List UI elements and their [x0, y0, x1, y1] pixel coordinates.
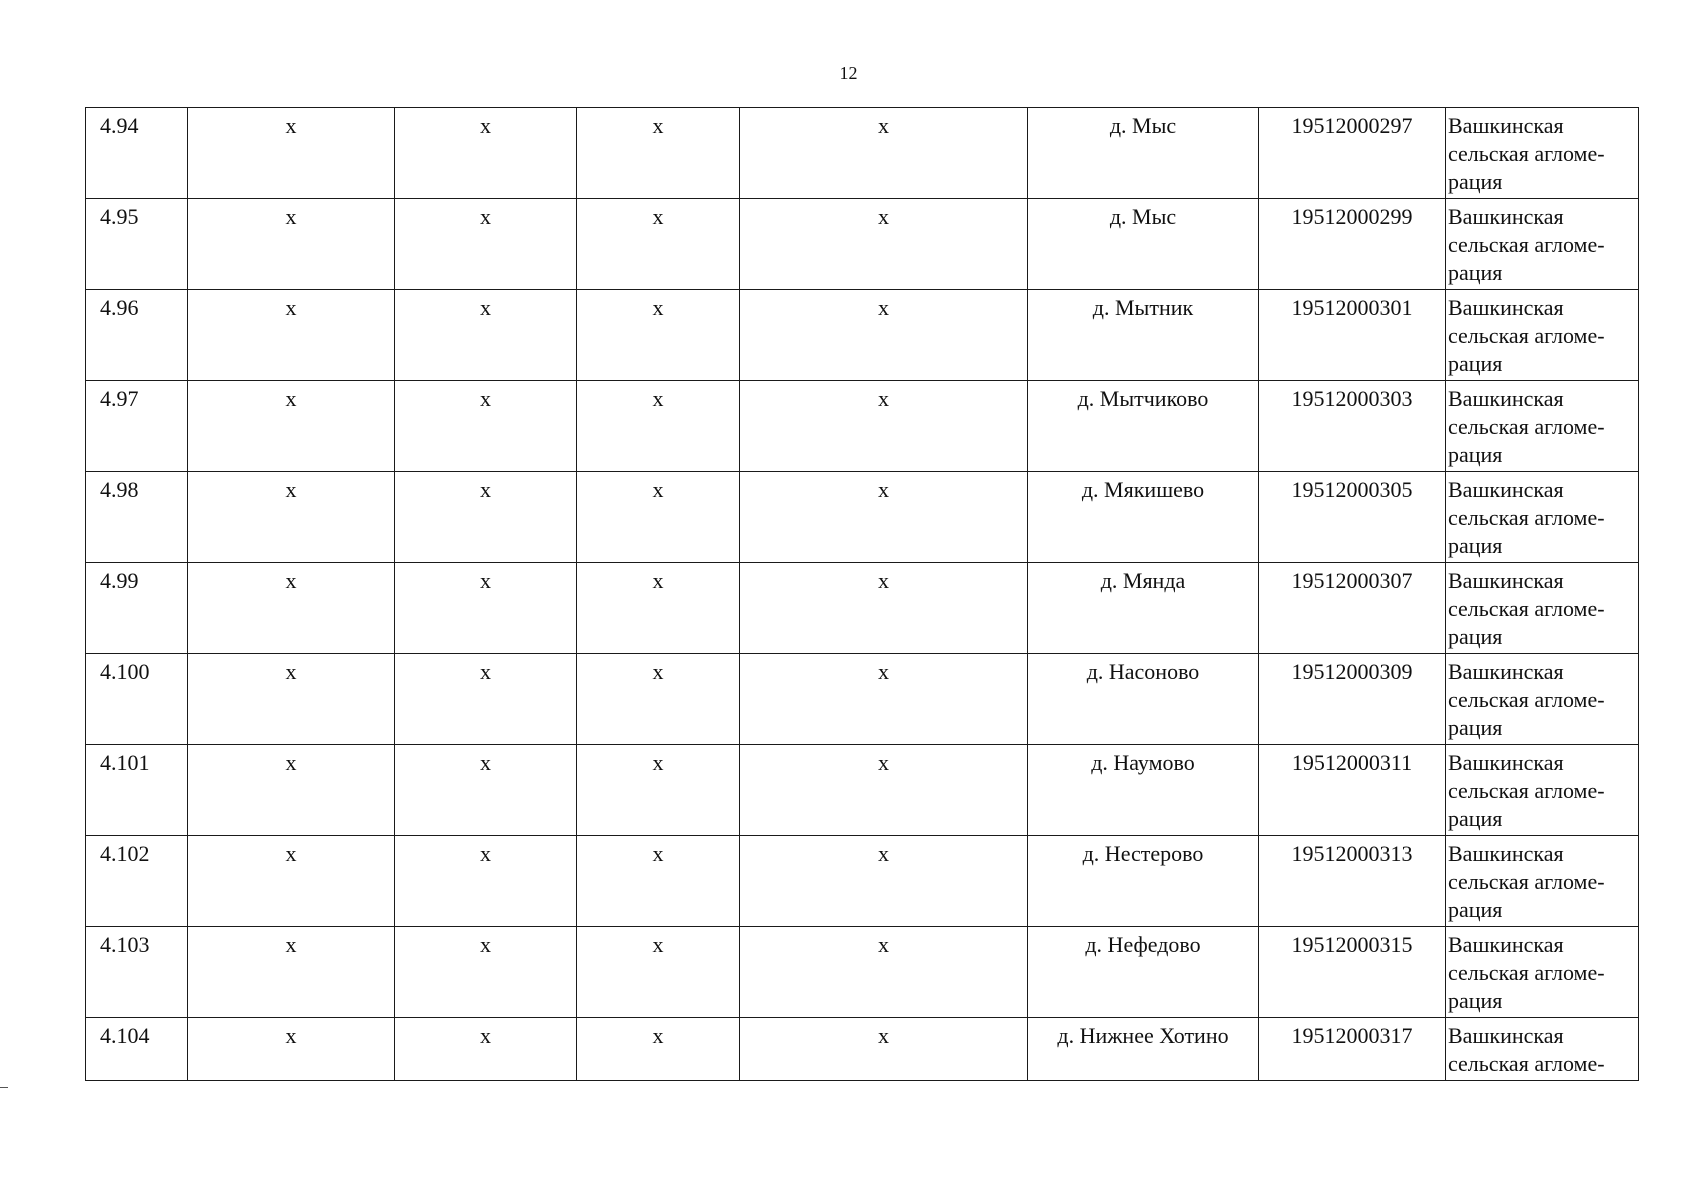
mark-cell: х	[577, 1018, 740, 1081]
agglomeration-cell	[1446, 836, 1639, 927]
agglomeration-cell	[1446, 745, 1639, 836]
agglomeration-text-line: сельская агломе-	[1448, 1051, 1605, 1076]
mark-cell: х	[740, 108, 1028, 199]
mark-cell: х	[395, 290, 577, 381]
settlement-name-cell: д. Нестерово	[1028, 836, 1259, 927]
settlement-name-cell: д. Мытчиково	[1028, 381, 1259, 472]
mark-cell: х	[740, 654, 1028, 745]
settlement-name-cell: д. Мякишево	[1028, 472, 1259, 563]
settlement-name-cell: д. Нефедово	[1028, 927, 1259, 1018]
mark-cell: х	[740, 472, 1028, 563]
mark-cell: х	[740, 745, 1028, 836]
agglomeration-cell	[1446, 108, 1639, 199]
table-row	[86, 1018, 1639, 1081]
oktmo-code-cell: 19512000309	[1259, 654, 1446, 745]
agglomeration-cell	[1446, 199, 1639, 290]
mark-cell: х	[577, 745, 740, 836]
agglomeration-text-line: рация	[1448, 442, 1503, 467]
agglomeration-text-line: Вашкинская	[1448, 1023, 1564, 1048]
agglomeration-text-line: рация	[1448, 533, 1503, 558]
page-number: 12	[839, 63, 858, 83]
mark-cell: х	[188, 836, 395, 927]
mark-cell: х	[577, 927, 740, 1018]
row-number-cell: 4.98	[86, 472, 188, 563]
agglomeration-text-line: сельская агломе-	[1448, 687, 1605, 712]
mark-cell: х	[577, 199, 740, 290]
table-row	[86, 563, 1639, 654]
agglomeration-text-line: сельская агломе-	[1448, 960, 1605, 985]
mark-cell: х	[395, 745, 577, 836]
agglomeration-text-line: Вашкинская	[1448, 659, 1564, 684]
mark-cell: х	[188, 290, 395, 381]
agglomeration-text-line: сельская агломе-	[1448, 232, 1605, 257]
row-number-cell: 4.103	[86, 927, 188, 1018]
oktmo-code-cell: 19512000299	[1259, 199, 1446, 290]
row-number-cell: 4.94	[86, 108, 188, 199]
mark-cell: х	[395, 836, 577, 927]
mark-cell: х	[577, 563, 740, 654]
mark-cell: х	[395, 563, 577, 654]
mark-cell: х	[395, 1018, 577, 1081]
agglomeration-text-line: рация	[1448, 169, 1503, 194]
oktmo-code-cell: 19512000315	[1259, 927, 1446, 1018]
mark-cell: х	[740, 1018, 1028, 1081]
agglomeration-text-line: Вашкинская	[1448, 932, 1564, 957]
row-number-cell: 4.100	[86, 654, 188, 745]
agglomeration-cell	[1446, 472, 1639, 563]
oktmo-code-cell: 19512000297	[1259, 108, 1446, 199]
row-number-cell: 4.96	[86, 290, 188, 381]
settlement-name-cell: д. Мянда	[1028, 563, 1259, 654]
agglomeration-text-line: рация	[1448, 897, 1503, 922]
mark-cell: х	[188, 654, 395, 745]
margin-mark	[0, 1087, 8, 1088]
table-row	[86, 290, 1639, 381]
settlements-table	[85, 107, 1639, 1081]
mark-cell: х	[395, 927, 577, 1018]
agglomeration-text-line: сельская агломе-	[1448, 505, 1605, 530]
agglomeration-cell	[1446, 927, 1639, 1018]
mark-cell: х	[577, 108, 740, 199]
oktmo-code-cell: 19512000311	[1259, 745, 1446, 836]
agglomeration-text-line: рация	[1448, 806, 1503, 831]
agglomeration-text-line: Вашкинская	[1448, 386, 1564, 411]
agglomeration-text-line: рация	[1448, 351, 1503, 376]
oktmo-code-cell: 19512000305	[1259, 472, 1446, 563]
mark-cell: х	[188, 199, 395, 290]
settlement-name-cell: д. Мытник	[1028, 290, 1259, 381]
mark-cell: х	[740, 199, 1028, 290]
mark-cell: х	[577, 836, 740, 927]
agglomeration-text-line: рация	[1448, 988, 1503, 1013]
settlement-name-cell: д. Мыс	[1028, 199, 1259, 290]
mark-cell: х	[395, 199, 577, 290]
mark-cell: х	[740, 381, 1028, 472]
agglomeration-text-line: сельская агломе-	[1448, 596, 1605, 621]
table-row	[86, 927, 1639, 1018]
mark-cell: х	[188, 927, 395, 1018]
mark-cell: х	[188, 563, 395, 654]
agglomeration-text-line: рация	[1448, 715, 1503, 740]
row-number-cell: 4.95	[86, 199, 188, 290]
agglomeration-text-line: сельская агломе-	[1448, 778, 1605, 803]
table-row	[86, 745, 1639, 836]
agglomeration-cell	[1446, 563, 1639, 654]
row-number-cell: 4.101	[86, 745, 188, 836]
agglomeration-text-line: сельская агломе-	[1448, 141, 1605, 166]
row-number-cell: 4.99	[86, 563, 188, 654]
mark-cell: х	[740, 290, 1028, 381]
mark-cell: х	[395, 472, 577, 563]
mark-cell: х	[740, 563, 1028, 654]
table-row	[86, 108, 1639, 199]
settlement-name-cell: д. Нижнее Хотино	[1028, 1018, 1259, 1081]
agglomeration-text-line: рация	[1448, 624, 1503, 649]
mark-cell: х	[188, 472, 395, 563]
mark-cell: х	[740, 927, 1028, 1018]
agglomeration-cell	[1446, 290, 1639, 381]
mark-cell: х	[395, 108, 577, 199]
settlement-name-cell: д. Наумово	[1028, 745, 1259, 836]
agglomeration-text-line: Вашкинская	[1448, 750, 1564, 775]
mark-cell: х	[577, 654, 740, 745]
agglomeration-text-line: Вашкинская	[1448, 295, 1564, 320]
mark-cell: х	[740, 836, 1028, 927]
agglomeration-text-line: Вашкинская	[1448, 204, 1564, 229]
agglomeration-cell	[1446, 1018, 1639, 1081]
agglomeration-text-line: Вашкинская	[1448, 568, 1564, 593]
oktmo-code-cell: 19512000301	[1259, 290, 1446, 381]
oktmo-code-cell: 19512000313	[1259, 836, 1446, 927]
table-row	[86, 199, 1639, 290]
mark-cell: х	[577, 381, 740, 472]
agglomeration-text-line: рация	[1448, 260, 1503, 285]
mark-cell: х	[188, 108, 395, 199]
agglomeration-text-line: Вашкинская	[1448, 477, 1564, 502]
table-row	[86, 381, 1639, 472]
settlement-name-cell: д. Мыс	[1028, 108, 1259, 199]
oktmo-code-cell: 19512000303	[1259, 381, 1446, 472]
mark-cell: х	[577, 290, 740, 381]
oktmo-code-cell: 19512000317	[1259, 1018, 1446, 1081]
agglomeration-text-line: сельская агломе-	[1448, 869, 1605, 894]
mark-cell: х	[188, 381, 395, 472]
row-number-cell: 4.97	[86, 381, 188, 472]
agglomeration-text-line: Вашкинская	[1448, 113, 1564, 138]
table-row	[86, 836, 1639, 927]
table-row	[86, 654, 1639, 745]
settlement-name-cell: д. Насоново	[1028, 654, 1259, 745]
mark-cell: х	[188, 745, 395, 836]
table-body	[86, 108, 1639, 1081]
agglomeration-text-line: сельская агломе-	[1448, 414, 1605, 439]
agglomeration-text-line: Вашкинская	[1448, 841, 1564, 866]
mark-cell: х	[188, 1018, 395, 1081]
agglomeration-cell	[1446, 381, 1639, 472]
mark-cell: х	[395, 654, 577, 745]
row-number-cell: 4.102	[86, 836, 188, 927]
table-row	[86, 472, 1639, 563]
row-number-cell: 4.104	[86, 1018, 188, 1081]
mark-cell: х	[395, 381, 577, 472]
agglomeration-text-line: сельская агломе-	[1448, 323, 1605, 348]
mark-cell: х	[577, 472, 740, 563]
agglomeration-cell	[1446, 654, 1639, 745]
oktmo-code-cell: 19512000307	[1259, 563, 1446, 654]
